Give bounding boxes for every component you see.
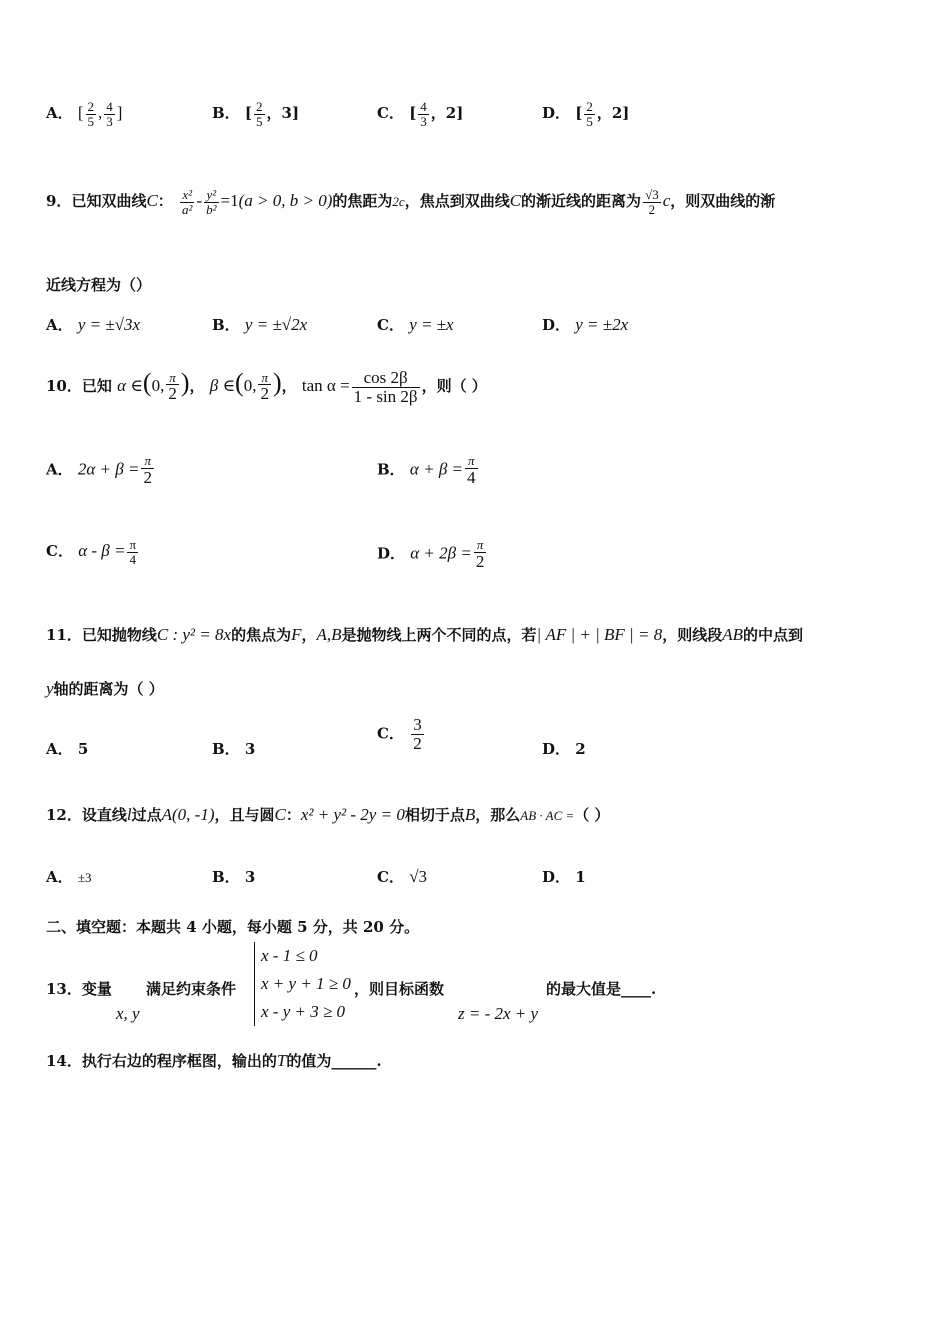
q10-option-d: D． α + 2β = $\frac{\pi}{2}$: [377, 537, 485, 571]
option-letter: D．: [542, 104, 571, 123]
option-letter: A．: [46, 104, 73, 123]
q11-option-a: A． 5: [46, 740, 89, 758]
q13-constraint-label: 满足约束条件: [146, 980, 237, 998]
q9-option-c: C． y = ±x: [377, 315, 454, 334]
q9-option-b: B． y = ±√2x: [212, 315, 308, 334]
q10-option-c: C． α - β = $\frac{\pi}{4}$: [46, 537, 137, 567]
q13-stem: 13．变量: [46, 980, 112, 998]
q9-option-a: A． y = ±√3x: [46, 315, 141, 334]
q8-option-a: A． [ $\frac{2}{5}$ , $\frac{4}{3}$ ]: [46, 99, 123, 129]
q12-option-d: D． 1: [542, 868, 586, 886]
q14-stem: 14．执行右边的程序框图，输出的T的值为______.: [46, 1051, 382, 1070]
q13-blank: 的最大值是____.: [546, 980, 657, 998]
q9-option-d: D． y = ±2x: [542, 315, 629, 334]
q11-stem: 11．已知抛物线C : y² = 8x的焦点为F，A,B是抛物线上两个不同的点，若| AF | + | BF | = 8，则线段AB的中点到: [46, 625, 804, 644]
q12-stem: 12．设直线l过点A(0, -1)，且与圆C：x² + y² - 2y = 0相切于点B，那么AB · AC =（ ）: [46, 805, 610, 824]
constraint-1: x - 1 ≤ 0: [261, 946, 318, 965]
q13-constraints: [254, 942, 351, 1026]
q12-option-c: C． √3: [377, 867, 428, 886]
q9-stem-line2: 近线方程为（）: [46, 276, 152, 294]
q10-option-a: A． 2α + β = $\frac{\pi}{2}$: [46, 453, 152, 487]
q8-option-c: C． [ $\frac{4}{3}$ ，2]: [377, 99, 464, 129]
section-heading: 二、填空题：本题共 4 小题，每小题 5 分，共 20 分。: [46, 918, 420, 936]
option-letter: C．: [377, 104, 404, 123]
constraint-3: x - y + 3 ≥ 0: [261, 1002, 346, 1021]
q12-option-b: B． 3: [212, 868, 256, 886]
q8-option-b: B． [ $\frac{2}{5}$ ，3]: [212, 99, 300, 129]
q8-option-d: D． [ $\frac{2}{5}$ ，2]: [542, 99, 630, 129]
q12-option-a: A． ±3: [46, 868, 92, 886]
q11-option-b: B． 3: [212, 740, 256, 758]
q13-objective: z = - 2x + y: [458, 1004, 539, 1023]
constraint-2: x + y + 1 ≥ 0: [261, 974, 351, 993]
q11-option-c: C． $\frac{3}{2}$: [377, 715, 422, 753]
q13-vars: x, y: [116, 1004, 140, 1023]
q11-stem-line2: y轴的距离为（ ）: [46, 679, 164, 698]
q10-stem: 10．已知 α ∈(0, $\frac{\pi}{2}$ )， β ∈(0, $\frac{\pi}{2}$ )， tan α = $\frac{\cos 2\beta}{1 - \sin 2\beta}$ ，则（ ）: [46, 367, 487, 406]
q9-stem: 9．已知双曲线C： $\frac{\text{x²}}{\text{a²}}$ - $\frac{\text{y²}}{\text{b²}}$ =1(a > 0, b > 0)的焦距为2c，焦点到双曲线C的渐近线的距离为 $\frac{√3}{2}$ c，则双曲线的渐: [46, 187, 776, 217]
q11-option-d: D． 2: [542, 740, 586, 758]
option-letter: B．: [212, 104, 240, 123]
q10-option-b: B． α + β = $\frac{\pi}{4}$: [377, 453, 476, 487]
q13-objective-label: ，则目标函数: [354, 980, 445, 998]
